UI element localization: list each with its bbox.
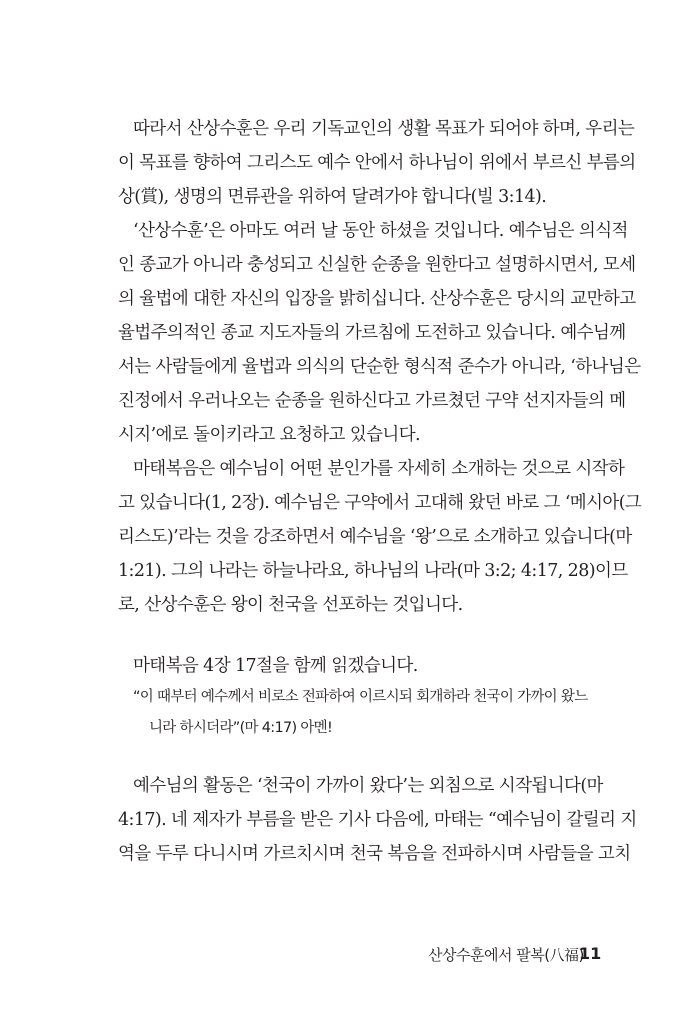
running-footer-title: 산상수훈에서 팔복(八福) <box>428 946 584 964</box>
paragraph-3-line-5: 로, 산상수훈은 왕이 천국을 선포하는 것입니다. <box>118 595 463 615</box>
paragraph-5-line-2: 4:17). 네 제자가 부름을 받은 기사 다음에, 마태는 “예수님이 갈릴리 지 <box>118 810 637 830</box>
paragraph-1-line-3: 상(賞), 생명의 면류관을 위하여 달려가야 합니다(빌 3:14). <box>118 187 547 207</box>
scripture-quote-line-2: 니라 하시더라”(마 4:17) 아멘! <box>149 720 333 736</box>
paragraph-2-line-6: 진정에서 우러나오는 순종을 원하신다고 가르쳤던 구약 선지자들의 메 <box>118 391 626 411</box>
quote-intro-line: 마태복음 4장 17절을 함께 읽겠습니다. <box>133 656 418 676</box>
paragraph-3-line-3: 리스도)’라는 것을 강조하면서 예수님을 ‘왕’으로 소개하고 있습니다(마 <box>118 527 632 547</box>
paragraph-1-line-2: 이 목표를 향하여 그리스도 예수 안에서 하나님이 위에서 부르신 부름의 <box>118 153 636 173</box>
paragraph-1-line-1: 따라서 산상수훈은 우리 기독교인의 생활 목표가 되어야 하며, 우리는 <box>133 119 635 139</box>
paragraph-3-line-4: 1:21). 그의 나라는 하늘나라요, 하나님의 나라(마 3:2; 4:17, 28)이므 <box>118 561 628 581</box>
paragraph-3-line-2: 고 있습니다(1, 2장). 예수님은 구약에서 고대해 왔던 바로 그 ‘메시아(그 <box>118 493 642 513</box>
scripture-quote-line-1: “이 때부터 예수께서 비로소 전파하여 이르시되 회개하라 천국이 가까이 왔느 <box>133 689 588 705</box>
paragraph-2-line-1: ‘산상수훈’은 아마도 여러 날 동안 하셨을 것입니다. 예수님은 의식적 <box>133 221 628 241</box>
page-number: 11 <box>579 944 602 963</box>
paragraph-2-line-7: 시지’에로 돌이키라고 요청하고 있습니다. <box>118 425 420 445</box>
paragraph-2-line-2: 인 종교가 아니라 충성되고 신실한 순종을 원한다고 설명하시면서, 모세 <box>118 255 636 275</box>
paragraph-5-line-1: 예수님의 활동은 ‘천국이 가까이 왔다’는 외침으로 시작됩니다(마 <box>133 776 603 796</box>
paragraph-2-line-3: 의 율법에 대한 자신의 입장을 밝히십니다. 산상수훈은 당시의 교만하고 <box>118 289 636 309</box>
paragraph-2-line-4: 율법주의적인 종교 지도자들의 가르침에 도전하고 있습니다. 예수님께 <box>118 323 626 343</box>
paragraph-5-line-3: 역을 두루 다니시며 가르치시며 천국 복음을 전파하시며 사람들을 고치 <box>118 844 631 864</box>
paragraph-3-line-1: 마태복음은 예수님이 어떤 분인가를 자세히 소개하는 것으로 시작하 <box>133 459 625 479</box>
paragraph-2-line-5: 서는 사람들에게 율법과 의식의 단순한 형식적 준수가 아니라, ‘하나님은 <box>118 357 641 377</box>
